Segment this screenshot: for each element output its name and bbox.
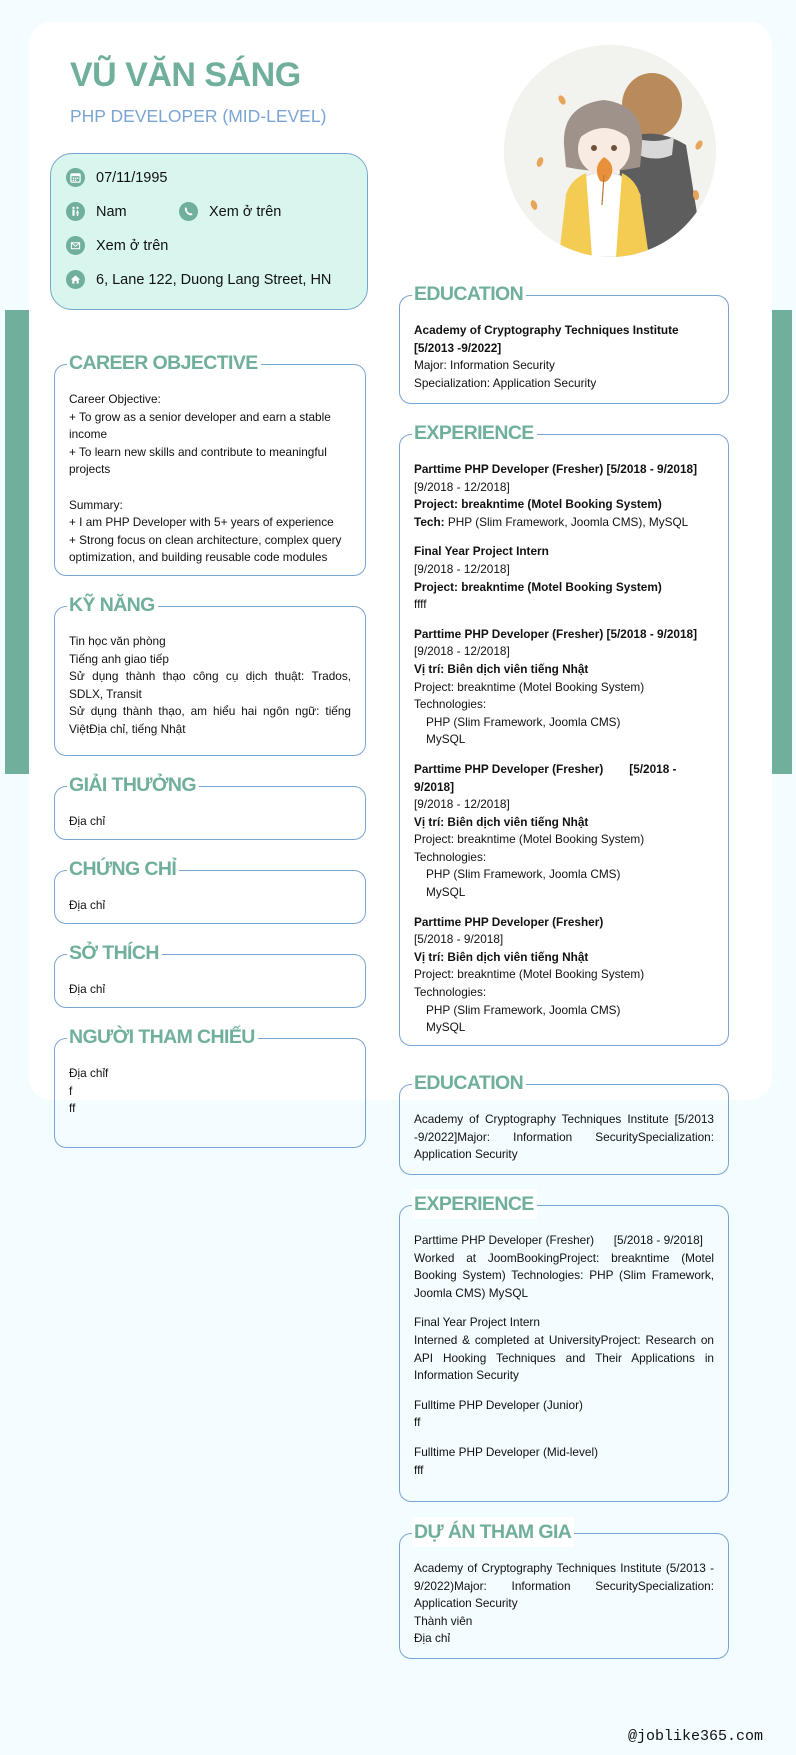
career-line: + To grow as a senior developer and earn a stable income bbox=[69, 409, 331, 442]
gender-icon bbox=[66, 202, 85, 221]
candidate-role: PHP DEVELOPER (MID-LEVEL) bbox=[70, 106, 327, 126]
section-title: GIẢI THƯỞNG bbox=[67, 770, 199, 800]
experience-heading-title: Parttime PHP Developer (Fresher) bbox=[414, 761, 604, 776]
career-line: Summary: bbox=[69, 497, 123, 512]
certificates-section bbox=[54, 858, 366, 924]
dob-row bbox=[66, 168, 168, 187]
section-title: NGƯỜI THAM CHIẾU bbox=[67, 1022, 258, 1052]
section-title: KỸ NĂNG bbox=[67, 590, 158, 620]
watermark: @joblike365.com bbox=[628, 1728, 764, 1745]
award-item: Địa chỉ bbox=[69, 814, 106, 828]
candidate-name: VŨ VĂN SÁNG bbox=[70, 56, 301, 94]
section-title: CAREER OBJECTIVE bbox=[67, 348, 261, 378]
tech-label: Tech: bbox=[414, 514, 445, 529]
tech-value: PHP (Slim Framework, Joomla CMS), MySQL bbox=[444, 514, 689, 529]
certificate-item: Địa chỉ bbox=[69, 898, 106, 912]
experience-text: ff bbox=[414, 1415, 421, 1430]
spacer bbox=[414, 531, 714, 543]
spacer bbox=[414, 749, 714, 761]
project-address: Địa chỉ bbox=[414, 1631, 451, 1646]
career-objective-section bbox=[54, 352, 366, 576]
experience-position: Vị trí: Biên dịch viên tiếng Nhật bbox=[414, 661, 589, 676]
skills-section bbox=[54, 594, 366, 756]
experience-tech bbox=[414, 514, 714, 532]
phone-value: Xem ở trên bbox=[209, 203, 282, 220]
education-school: Academy of Cryptography Techniques Institute bbox=[414, 323, 679, 337]
experience-tech: MySQL bbox=[426, 885, 466, 900]
experience-project: Project: breakntime (Motel Booking System) bbox=[414, 967, 645, 982]
hobbies-section bbox=[54, 942, 366, 1008]
experience-item bbox=[414, 461, 714, 531]
section-title: DỰ ÁN THAM GIA bbox=[412, 1517, 574, 1547]
spacer bbox=[414, 1432, 714, 1444]
experience-date: [5/2018 - 9/2018] bbox=[414, 932, 504, 947]
experience-item bbox=[414, 914, 714, 1037]
gender-value: Nam bbox=[96, 203, 127, 220]
education-major: Major: Information Security bbox=[414, 358, 555, 373]
phone-row bbox=[179, 202, 281, 221]
skill-item: Sử dụng thành thạo, am hiểu hai ngôn ngữ: tiếng ViệtĐịa chỉ, tiếng Nhật bbox=[69, 704, 351, 736]
experience-date: [9/2018 - 12/2018] bbox=[414, 644, 510, 659]
experience-heading: Fulltime PHP Developer (Mid-level) bbox=[414, 1444, 598, 1459]
experience-tech: MySQL bbox=[426, 732, 466, 747]
experience-section-2 bbox=[399, 1193, 729, 1502]
experience-date: [9/2018 - 12/2018] bbox=[414, 479, 510, 494]
address-value: 6, Lane 122, Duong Lang Street, HN bbox=[96, 271, 332, 288]
experience-text: Interned & completed at UniversityProject: Research on API Hooking Techniques and Their Applications in Information Security bbox=[414, 1332, 714, 1383]
gender-row bbox=[66, 202, 127, 221]
awards-section bbox=[54, 774, 366, 840]
experience-project: Project: breakntime (Motel Booking System) bbox=[414, 679, 645, 694]
career-line: + Strong focus on clean architecture, complex query optimization, and building reusable code modules bbox=[69, 532, 342, 565]
experience-project: Project: breakntime (Motel Booking System) bbox=[414, 579, 662, 594]
experience-position: Vị trí: Biên dịch viên tiếng Nhật bbox=[414, 814, 589, 829]
education-section-2 bbox=[399, 1072, 729, 1175]
experience-item bbox=[414, 1232, 714, 1302]
address-row bbox=[66, 270, 331, 289]
experience-tech: PHP (Slim Framework, Joomla CMS) bbox=[426, 867, 621, 882]
spacer bbox=[414, 614, 714, 626]
section-title: EDUCATION bbox=[412, 1068, 526, 1098]
experience-text: Worked at JoomBookingProject: breakntime (Motel Booking System) Technologies: PHP (Slim Framework, Joomla CMS) MySQL bbox=[414, 1250, 714, 1300]
experience-heading: Final Year Project Intern bbox=[414, 1315, 540, 1330]
experience-heading: Fulltime PHP Developer (Junior) bbox=[414, 1397, 583, 1412]
experience-tech: MySQL bbox=[426, 1020, 466, 1035]
experience-text: fff bbox=[414, 1462, 424, 1477]
experience-heading bbox=[414, 761, 714, 796]
experience-heading: Parttime PHP Developer (Fresher) [5/2018 - 9/2018] bbox=[414, 1233, 703, 1247]
experience-tech: PHP (Slim Framework, Joomla CMS) bbox=[426, 1002, 621, 1017]
email-row bbox=[66, 236, 168, 255]
hobby-item: Địa chỉ bbox=[69, 982, 106, 996]
experience-project: Project: breakntime (Motel Booking System) bbox=[414, 497, 662, 512]
reference-item: Địa chỉf bbox=[69, 1066, 109, 1080]
education-period: [5/2013 -9/2022] bbox=[414, 340, 502, 355]
reference-item: ff bbox=[69, 1101, 76, 1116]
email-value: Xem ở trên bbox=[96, 237, 169, 254]
experience-date: [9/2018 - 12/2018] bbox=[414, 561, 510, 576]
experience-item bbox=[414, 761, 714, 902]
contact-info-box bbox=[50, 153, 368, 310]
education-text: Academy of Cryptography Techniques Institute [5/2013 -9/2022]Major: Information SecuritySpecialization: Application Security bbox=[414, 1112, 714, 1162]
home-icon bbox=[66, 270, 85, 289]
skill-item: Tiếng anh giao tiếp bbox=[69, 651, 169, 666]
experience-item bbox=[414, 1314, 714, 1384]
experience-section bbox=[399, 422, 729, 1046]
career-line-blank bbox=[69, 479, 351, 497]
education-section bbox=[399, 283, 729, 404]
skill-item: Tin học văn phòng bbox=[69, 634, 166, 648]
career-line: + I am PHP Developer with 5+ years of experience bbox=[69, 515, 334, 530]
references-section bbox=[54, 1026, 366, 1148]
email-icon bbox=[66, 236, 85, 255]
experience-tech: PHP (Slim Framework, Joomla CMS) bbox=[426, 714, 621, 729]
spacer bbox=[414, 1385, 714, 1397]
career-line: Career Objective: bbox=[69, 392, 161, 406]
section-title: EXPERIENCE bbox=[412, 418, 537, 448]
experience-item bbox=[414, 1397, 714, 1432]
experience-tech-label: Technologies: bbox=[414, 697, 487, 712]
avatar bbox=[504, 45, 716, 257]
section-title: CHỨNG CHỈ bbox=[67, 854, 179, 884]
dob-value: 07/11/1995 bbox=[96, 169, 168, 186]
spacer bbox=[414, 902, 714, 914]
experience-tech-label: Technologies: bbox=[414, 985, 487, 1000]
projects-section bbox=[399, 1521, 729, 1659]
experience-tech-label: Technologies: bbox=[414, 849, 487, 864]
career-line: + To learn new skills and contribute to meaningful projects bbox=[69, 444, 327, 477]
experience-heading-date: [5/2018 - 9/2018] bbox=[414, 761, 677, 794]
experience-date: [9/2018 - 12/2018] bbox=[414, 797, 510, 812]
experience-heading: Parttime PHP Developer (Fresher) [5/2018 - 9/2018] bbox=[414, 626, 698, 641]
experience-position: Vị trí: Biên dịch viên tiếng Nhật bbox=[414, 949, 589, 964]
experience-item bbox=[414, 543, 714, 613]
section-title: EXPERIENCE bbox=[412, 1189, 537, 1219]
spacer bbox=[414, 1302, 714, 1314]
section-title: SỞ THÍCH bbox=[67, 938, 162, 968]
decorative-bar-left bbox=[5, 310, 29, 774]
education-specialization: Specialization: Application Security bbox=[414, 375, 597, 390]
experience-heading: Final Year Project Intern bbox=[414, 544, 549, 559]
experience-item bbox=[414, 1444, 714, 1479]
phone-icon bbox=[179, 202, 198, 221]
project-role: Thành viên bbox=[414, 1613, 473, 1628]
experience-project: Project: breakntime (Motel Booking System) bbox=[414, 832, 645, 847]
skill-item: Sử dụng thành thạo công cụ dịch thuật: Trados, SDLX, Transit bbox=[69, 669, 351, 701]
project-text: Academy of Cryptography Techniques Institute (5/2013 - 9/2022)Major: Information SecuritySpecialization: Application Security bbox=[414, 1561, 714, 1611]
experience-heading: Parttime PHP Developer (Fresher) bbox=[414, 914, 604, 929]
reference-item: f bbox=[69, 1083, 73, 1098]
experience-note: ffff bbox=[414, 597, 427, 612]
section-title: EDUCATION bbox=[412, 279, 526, 309]
calendar-icon bbox=[66, 168, 85, 187]
experience-item bbox=[414, 626, 714, 749]
experience-heading: Parttime PHP Developer (Fresher) [5/2018 - 9/2018] bbox=[414, 462, 698, 476]
decorative-bar-right bbox=[772, 310, 792, 774]
